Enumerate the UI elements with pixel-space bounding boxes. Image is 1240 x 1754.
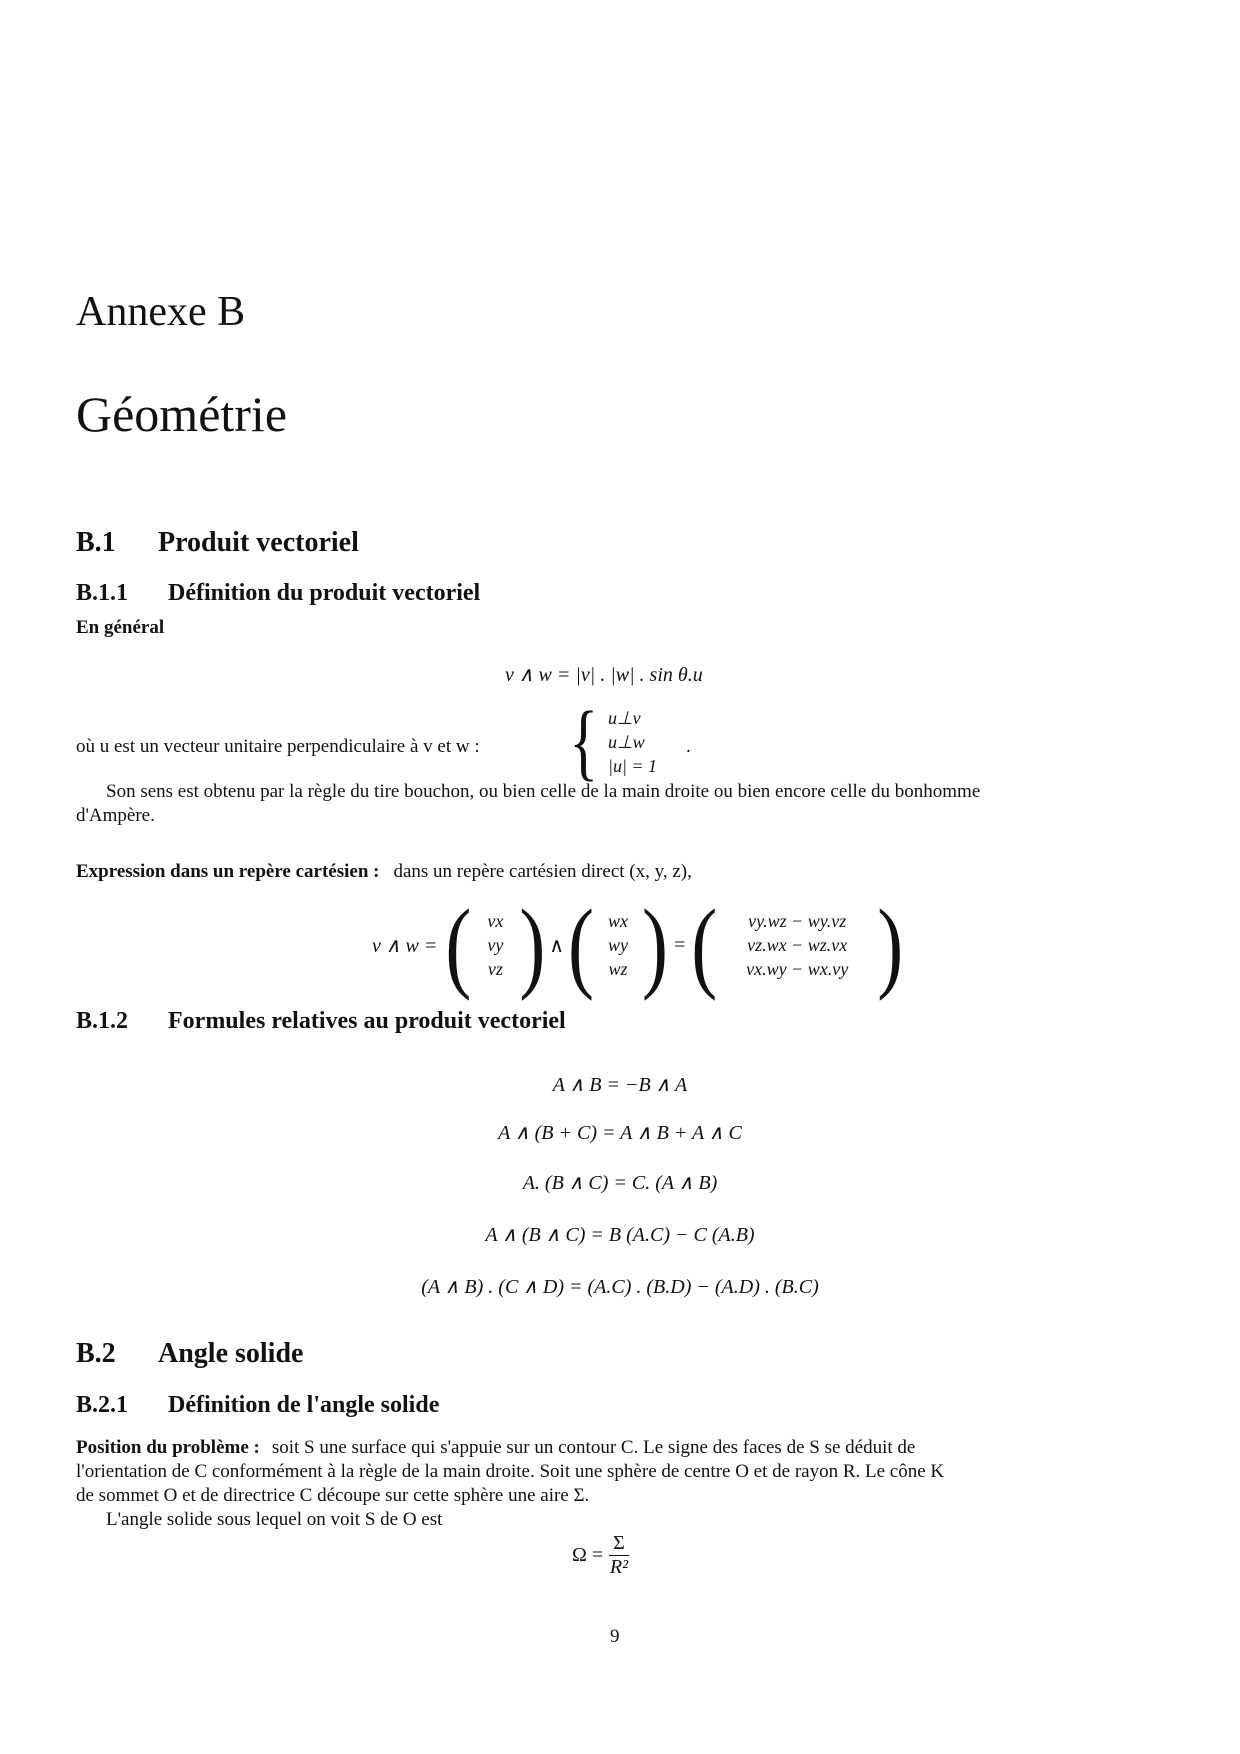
w-components: wx wy wz [607,911,628,979]
position-line-3: de sommet O et de directrice C découpe sur cette sphère une aire Σ. [76,1485,590,1506]
section-label: Angle solide [158,1338,304,1369]
position-line-1: soit S une surface qui s'appuie sur un contour C. Le signe des faces de S se déduit de [271,1437,916,1458]
section-number: B.1 [76,527,116,558]
equation-cross-product-definition [505,662,703,687]
expression-text: dans un repère cartésien direct (x, y, z), [393,861,692,882]
formula-5: (A ∧ B) . (C ∧ D) = (A.C) . (B.D) − (A.D) . (B.C) [421,1276,819,1298]
solid-angle-equation [572,1532,629,1579]
subsection-label: Définition de l'angle solide [168,1392,440,1418]
paragraph-position [76,1436,1166,1532]
subsection-heading-b21 [76,1392,439,1419]
section-heading-b2 [76,1338,303,1370]
conditions-list [608,706,657,778]
paragraph-heading-general: En général [76,617,165,638]
condition-3: |u| = 1 [608,756,658,776]
subsection-heading-b12 [76,1008,566,1035]
formula-2: A ∧ (B + C) = A ∧ B + A ∧ C [498,1122,742,1144]
position-label: Position du problème : [76,1437,260,1458]
omega-fraction [609,1532,629,1579]
chapter-title: Géométrie [76,386,288,442]
omega-denominator: R² [609,1556,629,1578]
cartesian-lhs: v ∧ w = [372,934,438,957]
unit-vector-text: où u est un vecteur unitaire perpendiculaire à v et w : [76,736,480,757]
subsection-number: B.1.1 [76,580,129,606]
formula-1: A ∧ B = −B ∧ A [552,1074,688,1096]
section-heading-b1 [76,527,359,559]
paragraph-expression [76,860,692,884]
position-line-2: l'orientation de C conformément à la règle de la main droite. Soit une sphère de centre O et de rayon R. Le cône K [76,1461,945,1482]
left-brace: { [569,693,599,789]
subsection-number: B.1.2 [76,1008,129,1034]
section-number: B.2 [76,1338,116,1369]
page-number: 9 [610,1626,620,1647]
subsection-label: Définition du produit vectoriel [168,580,481,606]
sens-line-1: Son sens est obtenu par la règle du tire bouchon, ou bien celle de la main droite ou bien encore celle du bonhomme [106,781,981,802]
angle-text: L'angle solide sous lequel on voit S de O est [106,1509,443,1530]
equation-text: v ∧ w = |v| . |w| . sin θ.u [505,664,703,686]
section-label: Produit vectoriel [158,527,359,558]
subsection-label: Formules relatives au produit vectoriel [168,1008,566,1034]
v-components: vx vy vz [487,911,504,979]
formula-4: A ∧ (B ∧ C) = B (A.C) − C (A.B) [485,1224,755,1246]
annexe-label: Annexe B [76,289,246,335]
paragraph-sens [76,780,1166,828]
subsection-heading-b11 [76,580,480,607]
sens-line-2: d'Ampère. [76,805,155,826]
formula-3: A. (B ∧ C) = C. (A ∧ B) [522,1172,718,1194]
subsection-number: B.2.1 [76,1392,129,1418]
condition-2: u⊥w [608,732,645,752]
condition-1: u⊥v [608,708,641,728]
omega-lhs: Ω = [572,1544,604,1566]
result-components: vy.wz − wy.vz vz.wx − wz.vx vx.wy − wx.vy [746,911,849,979]
period: . [686,736,691,757]
expression-label: Expression dans un repère cartésien : [76,861,380,882]
omega-numerator: Σ [609,1532,629,1556]
cartesian-equation: v ∧ w = ( vx vy vz ) ∧ ( wx wy wz ) = ( vy.wz − wy.vz vz.wx − wz.vx vx.wy − wx.vy ) [372,887,904,1001]
